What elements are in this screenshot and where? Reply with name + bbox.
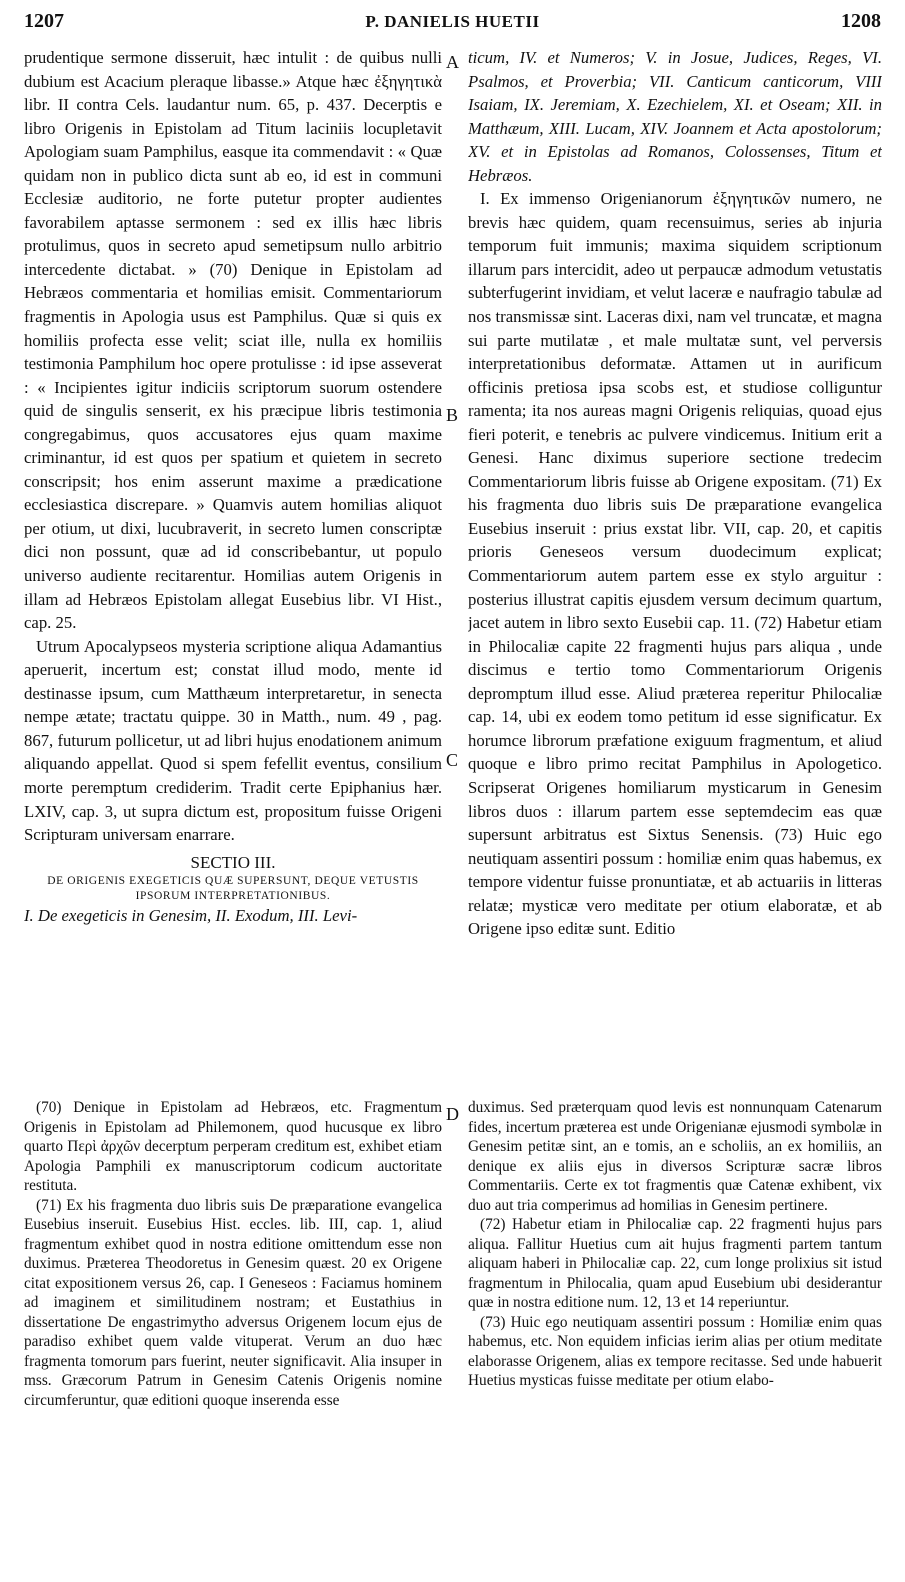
footnotes-left-column: [24, 1098, 442, 1578]
paragraph: prudentique sermone disseruit, hæc intulit : de quibus nulli dubium est Acacium pleraque libasse.» Atque hæc ἐξηγητικὰ libr. II contra Cels. laudantur num. 65, p. 437. Decerptis e libro Origenis in Epistolam ad Titum laciniis locupletavit Apologiam suam Pamphilus, easque ita commendavit : « Quæ quidam non in publico dicta sunt ab eo, id est in communi Ecclesiæ auditorio, ne forte putetur propter audientes favorabilem aptasse sermonem : sed ex illis hæc libris protulimus, quos in secreto apud semetipsum nullo arbitrio intercedente dictabat. » (70) Denique in Epistolam ad Hebræos commentaria et homilias emisit. Commentariorum fragmentis in Apologia usus est Pamphilus. Quæ si quis ex homiliis profecta esse velit; sciat ille, nulla ex homiliis testimonia Pamphilum hoc opere protulisse : id ipse asseverat : « Incipientes igitur indiciis scriptorum suorum ostendere quid de singulis senserit, ex his præcipue libris testimonia congregabimus, quos accusatores ejus quam maxime criminantur, id est quos per spatium et quietem in secreto conscripsit; hos enim asserunt maxime a prædicatione ecclesiastica discrepare. » Quamvis autem homilias aliquot per otium, ut dixi, lucubraverit, in secreto lumen conscriptæ dici non possunt, quæ ad id conscribebantur, ut populo universo audiente recitarentur. Homilias autem Origenis in illam ad Hebræos Epistolam allegat Eusebius libr. VI Hist., cap. 25.: [24, 48, 442, 633]
footnotes-right-column: [468, 1098, 882, 1578]
paragraph: I. Ex immenso Origenianorum ἐξηγητικῶν numero, ne brevis hæc quidem, quam recensuimus, series ab injuria temporum fuit immunis; maxima siquidem scriptionum illarum pars intercidit, adeo ut perpaucæ admodum vetustatis subterfugerint invidiam, et velut laceræ e naufragio tabulæ ad nos transmissæ sint. Laceras dixi, nam vel truncatæ, et magna sui parte mutilatæ , et male multatæ sunt, vel perversis interpretationibus deformatæ. Attamen ut in aurificum officinis pretiosa ipsa scobs est, et studiose colliguntur ramenta; ita nos aureas magni Origenis reliquias, quoad ejus fieri poterit, e tenebris ac pulvere vindicemus. Initium erit a Genesi. Hanc diximus superiore sectione tredecim Commentariorum libris fuisse ab Origene expositam. (71) Ex his fragmenta duo libris suis De præparatione evangelica Eusebius inseruit : prius exstat libr. VII, cap. 20, et capitis prioris Geneseos versum duodecimum explicat; Commentariorum autem partem esse ex stylo arguitur : posterius illustrat capitis ejusdem versum decimum quartum, jacet autem in libro sexto Eusebii cap. 11. (72) Habetur etiam in Philocaliæ capite 22 fragmenti hujus pars aliqua , unde discimus e tertio tomo Commentariorum Origenis depromptum illud esse. Aliud præterea reperitur Philocaliæ cap. 14, ubi ex eodem tomo petitum id esse significatur. Ex horumce librorum præfatione exiguum fragmentum, et aliud quoque e libro primo recitat Pamphilus in Apologetico. Scripserat Origenes homiliarum mysticarum in Genesim libros duos : illarum partem esse septemdecim eas quæ supersunt arbitratus est Sixtus Senensis. (73) Huic ego neutiquam assentiri possum : homiliæ enim quas habemus, ex tempore videntur fuisse pronuntiatæ, et ab actuariis in litteras relatæ; mysticæ vero meditate per otium elaboratæ, et ab Origene ipso editæ sunt. Editio: [468, 189, 882, 939]
footnote-71: (71) Ex his fragmenta duo libris suis De præparatione evangelica Eusebius inseruit. Eusebius Hist. eccles. lib. III, cap. 1, aliud fragmentum exhibet quod in nostra editione omittendum esse non duximus. Præterea Theodoretus in Genesim quæst. 20 ex Origene citat expositionem versus 26, cap. I Geneseos : Faciamus hominem ad imaginem et similitudinem nostram; et Eustathius in dissertatione De engastrimytho adversus Origenem locum ejus de paradiso exhibet quem valde vituperat. Verum an duo hæc fragmenta tomorum pars fuerint, neuter significavit. Alia insuper in mss. Græcorum Patrum in Genesim Catenis Origenis nomine circumferuntur, quæ editioni quoque inserenda esse: [24, 1196, 442, 1409]
main-text-right-column: [468, 46, 882, 1086]
section-summary: I. De exegeticis in Genesim, II. Exodum, III. Levi-: [24, 906, 358, 926]
footnote-continued: duximus. Sed præterquam quod levis est nonnunquam Catenarum fides, incertum præterea est unde Origenianæ ejusmodi symbolæ in Genesim petitæ sint, an e tomis, an e scholiis, an ex homiliis, an denique ex aliis ejus in diversos Scripturæ sacræ libros Commentariis. Certe ex tot fragmentis quæ Catenæ exhibent, vix duo aut tria comperimus ad homilias in Genesim pertinere.: [468, 1099, 882, 1214]
column-number-right: 1208: [841, 10, 881, 32]
footnote-72: (72) Habetur etiam in Philocaliæ cap. 22 fragmenti hujus pars aliqua. Fallitur Huetius cum ait hujus fragmenti partem tantum aliquam haberi in Philocaliæ cap. 22, cum longe prolixius sit istud fragmentum in Philocalia, quam apud Eusebium ubi desiderantur quæ in nostra editione num. 12, 13 et 14 reperiuntur.: [468, 1216, 882, 1311]
footnote-70: (70) Denique in Epistolam ad Hebræos, etc. Fragmentum Origenis in Epistolam ad Philemonem, quod hucusque ex libro quarto Περὶ ἀρχῶν decerptum perperam creditum est, exhibet etiam Apologia Pamphili ex manuscriptorum codicum auctoritate restituta.: [24, 1099, 442, 1194]
section-summary-continued: ticum, IV. et Numeros; V. in Josue, Judices, Reges, VI. Psalmos, et Proverbia; VII. Canticum canticorum, VIII Isaiam, IX. Jeremiam, X. Ezechielem, XI. et Oseam; XII. in Matthæum, XIII. Lucam, XIV. Joannem et Acta apostolorum; XV. et in Epistolas ad Romanos, Colossenses, Titum et Hebræos.: [468, 48, 882, 185]
footnote-73: (73) Huic ego neutiquam assentiri possum : Homiliæ enim quas habemus, etc. Non equidem inficias ierim alias per otium meditate elaborasse Origenem, alias ex tempore recitasse. Sed unde habuerit Huetius mysticas fuisse meditate per otium elabo-: [468, 1313, 882, 1389]
margin-marker-d: D: [446, 1104, 459, 1124]
main-text-left-column: [24, 46, 442, 1086]
section-title: SECTIO III.: [190, 852, 276, 872]
section-subtitle: DE ORIGENIS EXEGETICIS QUÆ SUPERSUNT, DEQUE VETUSTIS IPSORUM INTERPRETATIONIBUS.: [47, 875, 419, 903]
column-number-left: 1207: [24, 10, 64, 32]
page-header: [24, 10, 881, 38]
paragraph: Utrum Apocalypseos mysteria scriptione aliqua Adamantius aperuerit, incertum est; constat illud modo, mente id destinasse ipsum, cum Matthæum interpretaretur, in senecta nempe ætate; tractatu quippe. 30 in Matth., num. 49 , pag. 867, futurum pollicetur, ut ad libri hujus enodationem animum aliquando appellat. Quod si spem fefellit eventus, consilium morte peremptum crediderim. Tradit certe Epiphanius hær. LXIV, cap. 3, ut supra dictum est, propositum fuisse Origeni Scripturam universam enarrare.: [24, 636, 442, 845]
margin-marker-a: A: [446, 52, 459, 72]
margin-marker-c: C: [446, 750, 459, 770]
margin-marker-b: B: [446, 405, 459, 425]
running-title: P. DANIELIS HUETII: [365, 12, 540, 31]
